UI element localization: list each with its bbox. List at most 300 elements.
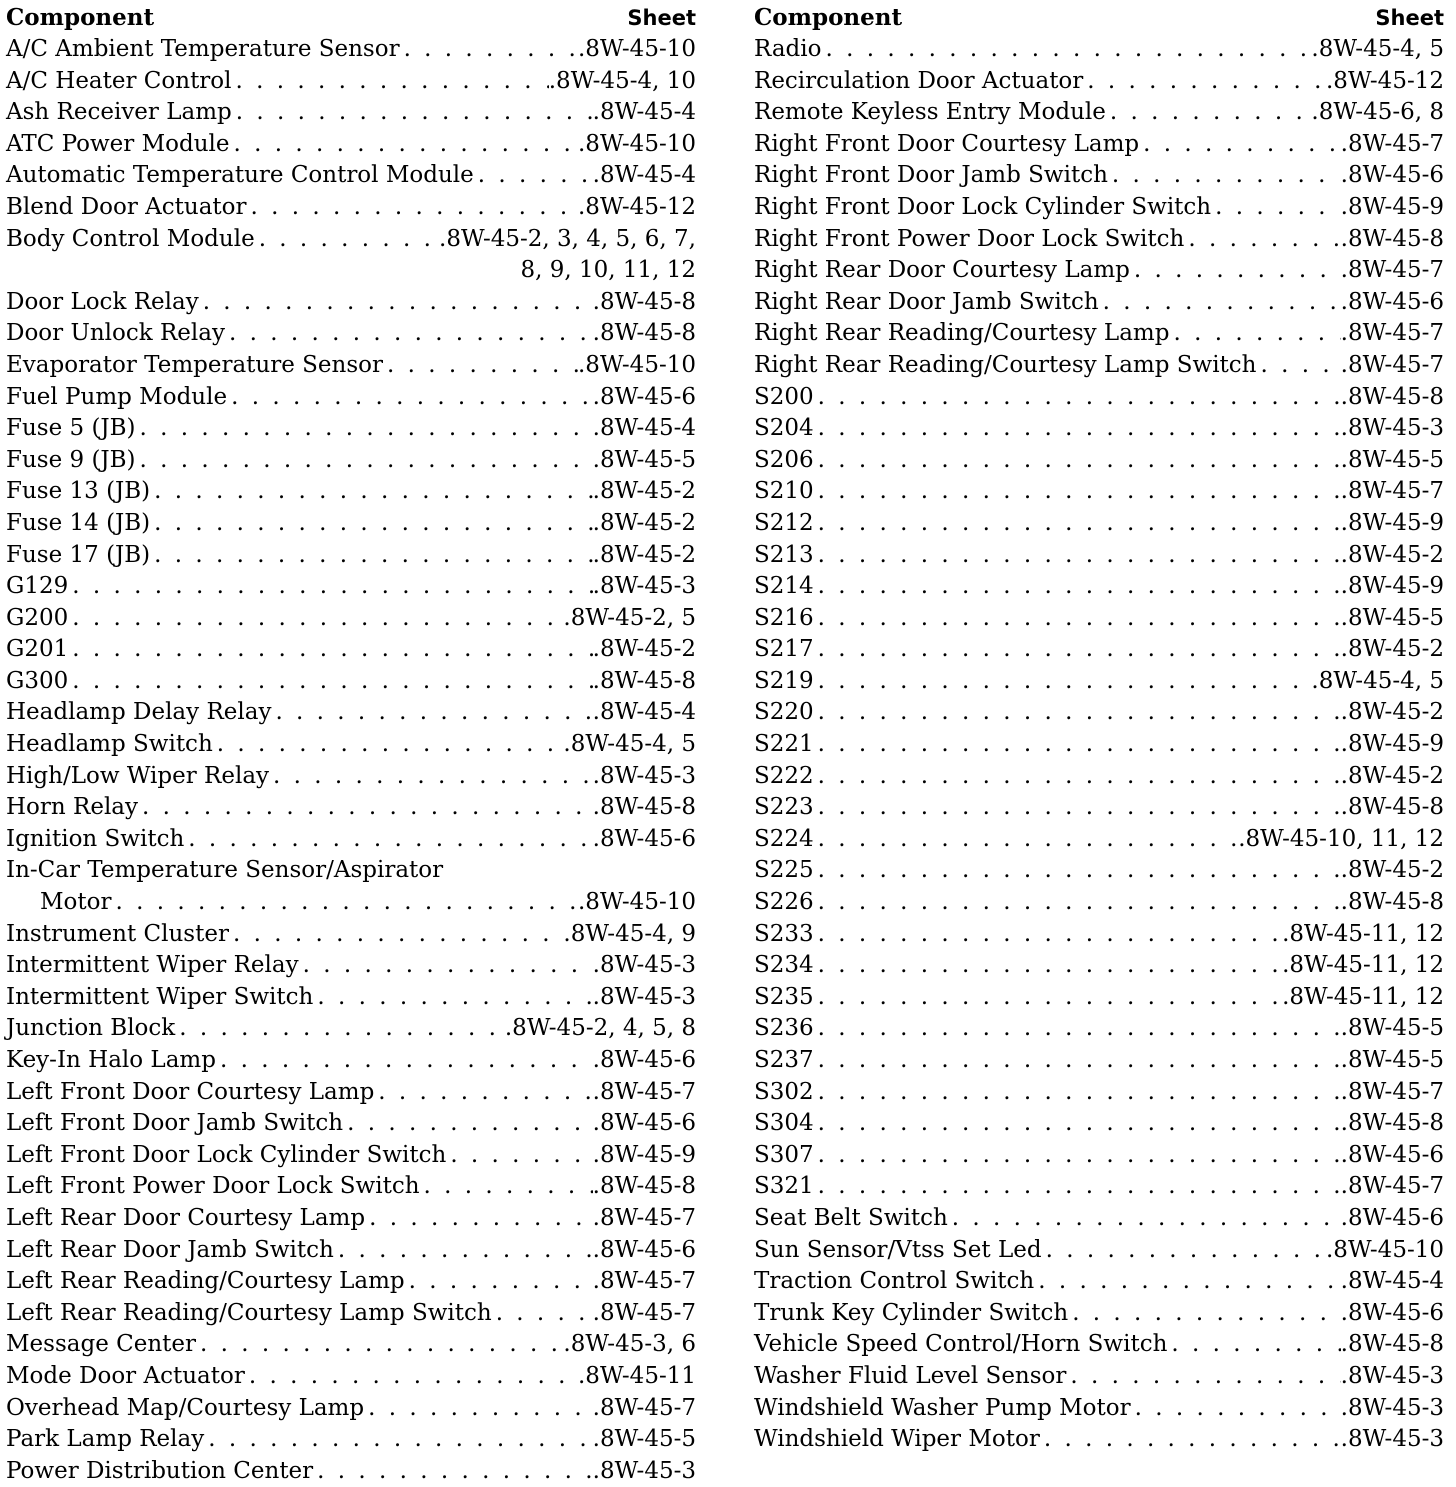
sheet-reference: .8W-45-3 [592,952,696,979]
dot-leader [818,1013,1341,1045]
component-name: Intermittent Wiper Relay [6,952,299,979]
component-name: S233 [754,920,814,947]
index-entry [6,761,696,793]
sheet-reference: .8W-45-6 [1340,1299,1444,1326]
index-entry [6,1361,696,1393]
component-name: Traction Control Switch [754,1268,1035,1295]
component-name: G129 [6,573,69,600]
component-name: Intermittent Wiper Switch [6,983,314,1010]
dot-leader [818,792,1341,824]
index-entry [754,97,1444,129]
dot-leader [818,761,1341,793]
sheet-reference: .8W-45-6 [1340,1204,1444,1231]
sheet-reference: .8W-45-3 [1340,1362,1444,1389]
dot-leader [251,192,578,224]
index-entry [754,1108,1444,1140]
dot-leader [1143,129,1341,161]
index-entry [6,1424,696,1456]
index-entry [754,792,1444,824]
index-entry [6,1203,696,1235]
component-name: Door Lock Relay [6,288,199,315]
component-name: S302 [754,1078,814,1105]
index-entry [754,129,1444,161]
component-name: Power Distribution Center [6,1457,314,1484]
index-entry [754,350,1444,382]
dot-leader [818,824,1239,856]
index-entry [6,1108,696,1140]
index-entry [6,192,696,224]
dot-leader [231,382,593,414]
index-entry-continuation [6,255,696,287]
sheet-reference: .8W-45-2 [592,541,696,568]
sheet-reference: .8W-45-6 [592,383,696,410]
sheet-reference: .8W-45-12 [1326,67,1444,94]
index-entry [754,855,1444,887]
dot-leader [1173,318,1340,350]
sheet-reference: .8W-45-8 [1340,225,1444,252]
dot-leader [818,476,1341,508]
sheet-reference: .8W-45-7 [592,1078,696,1105]
dot-leader [317,1456,592,1487]
sheet-reference: .8W-45-4 [592,415,696,442]
index-entry [6,97,696,129]
index-entry [754,1361,1444,1393]
sheet-reference: .8W-45-7 [592,1204,696,1231]
component-name: Vehicle Speed Control/Horn Switch [754,1331,1168,1358]
index-entry [6,950,696,982]
component-name: S216 [754,604,814,631]
sheet-reference: .8W-45-4, 5 [563,731,696,758]
component-name: Windshield Wiper Motor [754,1426,1040,1453]
component-name: S237 [754,1047,814,1073]
index-entry [6,666,696,698]
dot-leader [818,1077,1341,1109]
sheet-reference: .8W-45-8 [592,288,696,315]
dot-leader [229,318,593,350]
component-name: S204 [754,415,814,442]
sheet-reference: .8W-45-6 [592,1236,696,1263]
index-entry [6,508,696,540]
component-name: S236 [754,1015,814,1042]
sheet-reference: .8W-45-7 [1340,1078,1444,1105]
component-name: S235 [754,983,814,1010]
component-name: Junction Block [6,1015,176,1042]
component-name: Mode Door Actuator [6,1362,245,1389]
dot-leader [496,1298,593,1330]
sheet-reference: .8W-45-4 [592,699,696,726]
index-entry [6,1393,696,1425]
component-name: Blend Door Actuator [6,193,247,220]
sheet-reference: .8W-45-3 [1340,1426,1444,1453]
sheet-reference: .8W-45-7 [1340,351,1444,378]
dot-leader [1072,1298,1340,1330]
component-name: S225 [754,857,814,884]
component-name: Fuse 13 (JB) [6,478,151,505]
sheet-reference: .8W-45-8 [592,794,696,821]
dot-leader [208,1424,592,1456]
component-name: Right Rear Reading/Courtesy Lamp Switch [754,351,1257,378]
dot-leader [154,540,592,572]
dot-leader [818,1171,1341,1203]
index-entry [6,824,696,856]
component-name: A/C Ambient Temperature Sensor [6,36,400,62]
index-entry [754,1235,1444,1267]
sheet-reference: .8W-45-10 [1326,1236,1444,1263]
sheet-reference: .8W-45-2 [1340,636,1444,663]
sheet-reference: .8W-45-5 [1340,1015,1444,1042]
sheet-reference: .8W-45-10 [578,130,696,157]
sheet-reference: .8W-45-3 [592,762,696,789]
left-component-list [6,34,696,1487]
sheet-reference: .8W-45-7 [1340,1173,1444,1200]
component-name: Message Center [6,1331,196,1358]
sheet-reference: .8W-45-6 [1340,162,1444,189]
component-name: Left Front Door Jamb Switch [6,1110,344,1137]
index-entry [6,350,696,382]
left-component-column [6,4,696,1487]
dot-leader [450,1140,592,1172]
sheet-reference-continued: 8, 9, 10, 11, 12 [520,257,696,284]
dot-leader [200,1329,563,1361]
index-entry [754,1203,1444,1235]
dot-leader [1134,255,1341,287]
index-entry [754,1077,1444,1109]
index-entry [754,445,1444,477]
index-entry [6,1077,696,1109]
dot-leader [818,729,1341,761]
dot-leader [818,634,1341,666]
dot-leader [273,761,593,793]
index-entry [6,571,696,603]
component-name: In-Car Temperature Sensor/Aspirator [6,857,444,884]
dot-leader [1215,192,1341,224]
sheet-reference: .8W-45-6 [1340,288,1444,315]
sheet-reference: .8W-45-6 [592,1110,696,1137]
index-entry [754,192,1444,224]
component-name: S307 [754,1141,814,1168]
index-entry [754,887,1444,919]
sheet-reference: .8W-45-5 [1340,446,1444,473]
dot-leader [188,824,592,856]
component-name: Fuse 17 (JB) [6,541,151,568]
component-name: Right Rear Door Jamb Switch [754,288,1099,315]
sheet-reference: .8W-45-7 [592,1268,696,1295]
index-entry [754,761,1444,793]
sheet-reference: .8W-45-7 [1340,130,1444,157]
dot-leader [72,666,592,698]
sheet-reference: .8W-45-7 [592,1299,696,1326]
index-entry [754,982,1444,1014]
dot-leader [818,666,1312,698]
sheet-reference: .8W-45-8 [592,1173,696,1200]
component-name: Right Rear Door Courtesy Lamp [754,257,1130,284]
index-entry [6,66,696,98]
component-name: Washer Fluid Level Sensor [754,1362,1067,1389]
sheet-reference: .8W-45-2 [1340,857,1444,884]
index-entry [754,255,1444,287]
dot-leader [233,919,563,951]
dot-leader [1135,1393,1341,1425]
component-name: S226 [754,889,814,916]
index-entry [6,1235,696,1267]
index-entry [6,1456,696,1487]
right-component-list [754,34,1444,1456]
component-name: Ash Receiver Lamp [6,99,232,126]
component-name: S220 [754,699,814,726]
component-name: G200 [6,604,69,631]
dot-leader [478,160,593,192]
sheet-reference: .8W-45-5 [592,1426,696,1453]
component-name: S221 [754,731,814,758]
sheet-reference: .8W-45-2 [592,509,696,536]
index-entry [754,1393,1444,1425]
index-entry [754,34,1444,66]
dot-leader [72,634,592,666]
sheet-reference: .8W-45-11, 12 [1282,952,1444,979]
index-entry-continuation [6,887,696,919]
dot-leader [818,919,1282,951]
dot-leader [825,34,1311,66]
dot-leader [1188,224,1340,256]
dot-leader [818,950,1282,982]
index-entry [754,413,1444,445]
component-name-wrapped: Motor [40,889,112,916]
component-name: Evaporator Temperature Sensor [6,351,383,378]
sheet-reference: .8W-45-5 [1340,1047,1444,1073]
component-name: Left Front Door Courtesy Lamp [6,1078,375,1105]
component-name: Automatic Temperature Control Module [6,162,474,189]
sheet-reference: .8W-45-4 [592,162,696,189]
index-entry [6,855,696,887]
component-name: Recirculation Door Actuator [754,67,1084,94]
sheet-reference: .8W-45-9 [1340,193,1444,220]
dot-leader [404,34,578,66]
sheet-reference: .8W-45-6 [1340,1141,1444,1168]
sheet-reference: .8W-45-10 [578,889,696,916]
sheet-reference: .8W-45-4, 5 [1311,36,1444,62]
index-entry [754,919,1444,951]
index-entry [6,382,696,414]
sheet-reference: .8W-45-7 [1340,478,1444,505]
index-entry [6,1140,696,1172]
sheet-reference: .8W-45-2 [1340,762,1444,789]
index-entry [754,729,1444,761]
component-name: Right Rear Reading/Courtesy Lamp [754,320,1170,347]
sheet-reference: .8W-45-3 [592,983,696,1010]
component-name: S212 [754,509,814,536]
sheet-reference: .8W-45-7 [1340,320,1444,347]
index-entry [754,318,1444,350]
component-name: Seat Belt Switch [754,1204,948,1231]
sheet-reference: .8W-45-8 [1340,1110,1444,1137]
index-entry [6,1013,696,1045]
component-name: S219 [754,667,814,694]
dot-leader [818,540,1341,572]
index-entry [6,413,696,445]
dot-leader [259,224,439,256]
dot-leader [1103,287,1341,319]
index-entry [754,950,1444,982]
dot-leader [369,1203,593,1235]
index-entry [6,634,696,666]
dot-leader [818,382,1341,414]
index-entry [754,476,1444,508]
sheet-reference: .8W-45-11, 12 [1282,983,1444,1010]
sheet-reference: .8W-45-8 [1340,1331,1444,1358]
dot-leader [154,476,592,508]
dot-leader [818,1045,1341,1077]
dot-leader [818,603,1341,635]
sheet-reference: .8W-45-7 [1340,257,1444,284]
index-entry [6,1298,696,1330]
component-name: S213 [754,541,814,568]
sheet-reference: .8W-45-8 [592,667,696,694]
sheet-reference: .8W-45-11, 12 [1282,920,1444,947]
sheet-reference: .8W-45-2 [1340,541,1444,568]
sheet-reference: .8W-45-10 [578,36,696,62]
sheet-reference: .8W-45-2, 5 [563,604,696,631]
index-entry [754,824,1444,856]
left-column-header [6,4,696,34]
component-name: Fuse 14 (JB) [6,509,151,536]
dot-leader [1038,1266,1340,1298]
index-entry [754,1424,1444,1456]
dot-leader [818,571,1341,603]
dot-leader [387,350,578,382]
sheet-reference: .8W-45-6 [592,825,696,852]
component-name: Left Rear Reading/Courtesy Lamp [6,1268,405,1295]
component-name: ATC Power Module [6,130,230,157]
sheet-reference: .8W-45-8 [1340,383,1444,410]
index-entry [754,603,1444,635]
dot-leader [140,445,593,477]
index-entry [6,224,696,256]
component-name: Radio [754,36,822,62]
dot-leader [236,66,549,98]
dot-leader [378,1077,592,1109]
component-heading: Component [6,4,155,31]
dot-leader [303,950,593,982]
component-name: Right Front Door Courtesy Lamp [754,130,1140,157]
sheet-reference: .8W-45-9 [1340,509,1444,536]
dot-leader [818,1108,1341,1140]
sheet-reference: .8W-45-6, 8 [1311,99,1444,126]
dot-leader [818,1140,1341,1172]
index-entry [6,160,696,192]
index-entry [754,508,1444,540]
index-entry [6,982,696,1014]
index-entry [6,603,696,635]
index-entry [754,1266,1444,1298]
index-entry [754,571,1444,603]
sheet-reference: .8W-45-3, 6 [563,1331,696,1358]
component-name: Remote Keyless Entry Module [754,99,1106,126]
dot-leader [317,982,592,1014]
dot-leader [818,982,1282,1014]
component-name: Park Lamp Relay [6,1426,205,1453]
component-name: Fuse 5 (JB) [6,415,136,442]
component-name: Fuel Pump Module [6,383,228,410]
dot-leader [72,571,592,603]
index-entry [6,729,696,761]
sheet-reference: .8W-45-2 [1340,699,1444,726]
sheet-reference: .8W-45-2 [592,478,696,505]
component-name: S210 [754,478,814,505]
dot-leader [338,1235,593,1267]
index-entry [6,1329,696,1361]
index-entry [6,445,696,477]
component-name: Headlamp Switch [6,731,213,758]
sheet-reference: .8W-45-3 [592,1457,696,1484]
component-name: Left Rear Door Jamb Switch [6,1236,334,1263]
component-name: Right Front Door Lock Cylinder Switch [754,193,1212,220]
index-entry [754,540,1444,572]
component-name: Ignition Switch [6,825,185,852]
dot-leader [249,1361,578,1393]
component-name: Key-In Halo Lamp [6,1047,216,1073]
index-entry [754,1298,1444,1330]
dot-leader [1112,160,1341,192]
sheet-reference: .8W-45-5 [592,446,696,473]
component-name: Windshield Washer Pump Motor [754,1394,1131,1421]
sheet-reference: .8W-45-4, 10 [548,67,696,94]
sheet-reference: .8W-45-9 [1340,731,1444,758]
dot-leader [154,508,592,540]
index-entry [754,1013,1444,1045]
dot-leader [818,508,1341,540]
index-entry [754,666,1444,698]
component-name: Instrument Cluster [6,920,229,947]
sheet-reference: .8W-45-2, 3, 4, 5, 6, 7, [439,225,696,252]
component-name: S321 [754,1173,814,1200]
right-component-column [754,4,1444,1456]
dot-leader [234,129,579,161]
index-entry [754,382,1444,414]
sheet-reference: .8W-45-4, 5 [1311,667,1444,694]
component-name: S223 [754,794,814,821]
component-name: Headlamp Delay Relay [6,699,272,726]
dot-leader [409,1266,593,1298]
dot-leader [1110,97,1312,129]
index-entry [754,697,1444,729]
component-name: Right Front Power Door Lock Switch [754,225,1185,252]
sheet-reference: .8W-45-8 [592,320,696,347]
index-entry [6,287,696,319]
sheet-reference: .8W-45-10, 11, 12 [1238,825,1444,852]
dot-leader [220,1045,593,1077]
index-entry [754,160,1444,192]
sheet-reference: .8W-45-8 [1340,889,1444,916]
dot-leader [203,287,593,319]
index-entry [754,1140,1444,1172]
dot-leader [818,445,1341,477]
index-entry [6,697,696,729]
dot-leader [1087,66,1326,98]
dot-leader [818,855,1341,887]
sheet-reference: .8W-45-4, 9 [563,920,696,947]
component-name: S217 [754,636,814,663]
sheet-heading: Sheet [627,6,696,30]
sheet-reference: .8W-45-12 [578,193,696,220]
index-entry [754,66,1444,98]
dot-leader [1046,1235,1326,1267]
index-entry [754,634,1444,666]
component-name: S304 [754,1110,814,1137]
component-name: S222 [754,762,814,789]
dot-leader [115,887,578,919]
component-heading: Component [754,4,903,31]
index-entry [6,129,696,161]
